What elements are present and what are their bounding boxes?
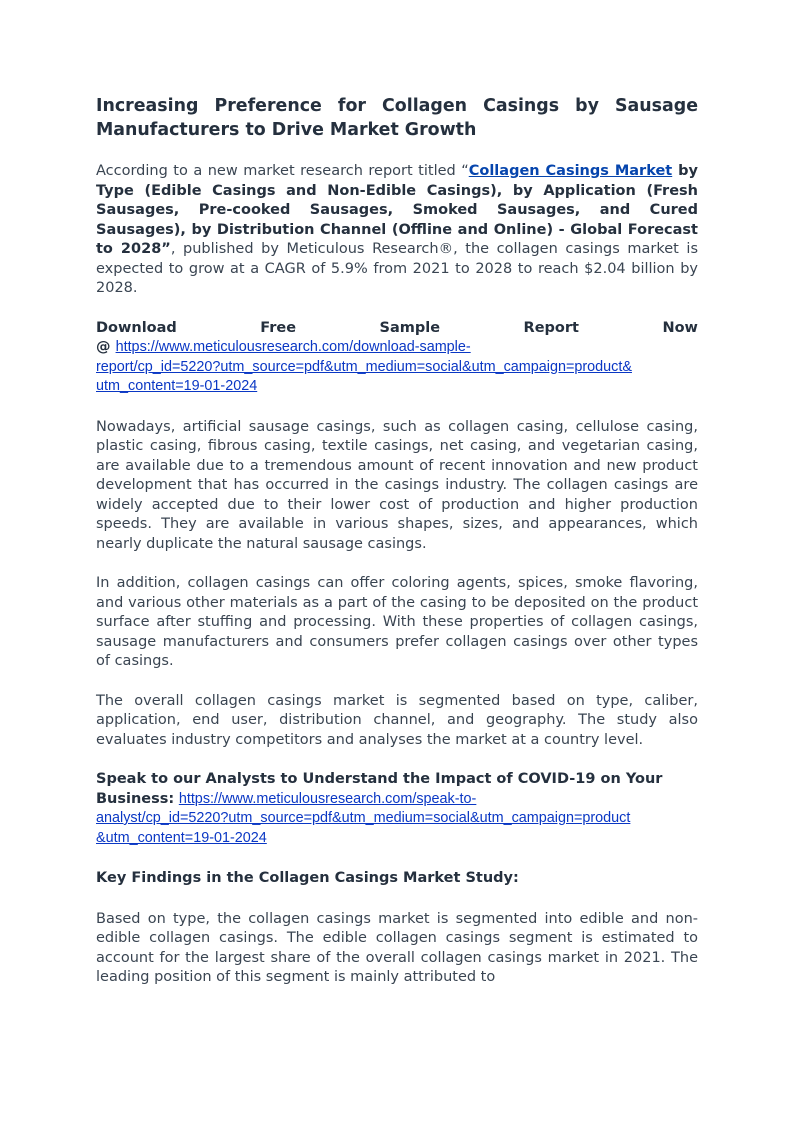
download-sample-section <box>96 319 698 397</box>
paragraph-market-segmentation: The overall collagen casings market is segmented based on type, caliber, application, end user, distribution channel, and geography. The study also evaluates industry competitors and analyses the market at a country level. <box>96 692 698 748</box>
download-url-line-2: report/cp_id=5220?utm_source=pdf&utm_medium=social&utm_campaign=product& <box>96 358 632 375</box>
document-page <box>96 94 698 1008</box>
download-word: Sample <box>379 319 441 336</box>
intro-prefix: According to a new market research report titled “ <box>96 163 469 179</box>
download-word: Report <box>523 319 579 336</box>
analyst-url-line-3: &utm_content=19-01-2024 <box>96 829 267 846</box>
download-heading <box>96 319 698 339</box>
intro-report-title: by Type (Edible Casings and Non-Edible Casings), by Application (Fresh Sausages, Pre-cooked Sausages, Smoked Sausages, and Cured Sausages), by Distribution Channel (Offline and Online) - Global Forecast to 2028” <box>96 163 698 257</box>
download-word: Now <box>662 319 698 336</box>
download-at-sign: @ <box>96 339 116 355</box>
report-title-link[interactable]: Collagen Casings Market <box>468 163 673 179</box>
download-url-line-3: utm_content=19-01-2024 <box>96 378 258 394</box>
document-title: Increasing Preference for Collagen Casings by Sausage Manufacturers to Drive Market Growth <box>96 96 698 140</box>
analyst-heading: Speak to our Analysts to Understand the Impact of COVID-19 on Your Business: <box>96 771 663 807</box>
download-word: Download <box>96 319 177 336</box>
download-sample-link[interactable] <box>96 339 632 394</box>
analyst-url-line-2: analyst/cp_id=5220?utm_source=pdf&utm_medium=social&utm_campaign=product <box>96 810 631 826</box>
paragraph-casings-overview: Nowadays, artificial sausage casings, such as collagen casing, cellulose casing, plastic casing, fibrous casing, textile casings, net casing, and vegetarian casing, are available due to a tremendous amount of recent innovation and new product development that has occurred in the casings industry. The collagen casings are widely accepted due to their lower cost of production and higher production speeds. They are available in various shapes, sizes, and appearances, which nearly duplicate the natural sausage casings. <box>96 418 698 552</box>
analyst-section <box>96 770 698 848</box>
intro-paragraph <box>96 162 698 299</box>
intro-suffix: , published by Meticulous Research®, the collagen casings market is expected to grow at a CAGR of 5.9% from 2021 to 2028 to reach $2.04 billion by 2028. <box>96 241 699 296</box>
paragraph-type-segment: Based on type, the collagen casings market is segmented into edible and non-edible collagen casings. The edible collagen casings segment is estimated to account for the largest share of the overall collagen casings market in 2021. The leading position of this segment is mainly attributed to <box>96 910 698 985</box>
paragraph-casings-properties: In addition, collagen casings can offer coloring agents, spices, smoke flavoring, and various other materials as a part of the casing to be deposited on the product surface after stuffing and processing. With these properties of collagen casings, sausage manufacturers and consumers prefer collagen casings over other types of casings. <box>96 575 698 669</box>
key-findings-heading: Key Findings in the Collagen Casings Market Study: <box>96 870 519 886</box>
download-word: Free <box>260 319 297 336</box>
analyst-url-line-1: https://www.meticulousresearch.com/speak-to- <box>178 790 477 807</box>
speak-to-analyst-link[interactable] <box>96 791 630 846</box>
download-url-line-1: https://www.meticulousresearch.com/download-sample- <box>115 339 471 355</box>
